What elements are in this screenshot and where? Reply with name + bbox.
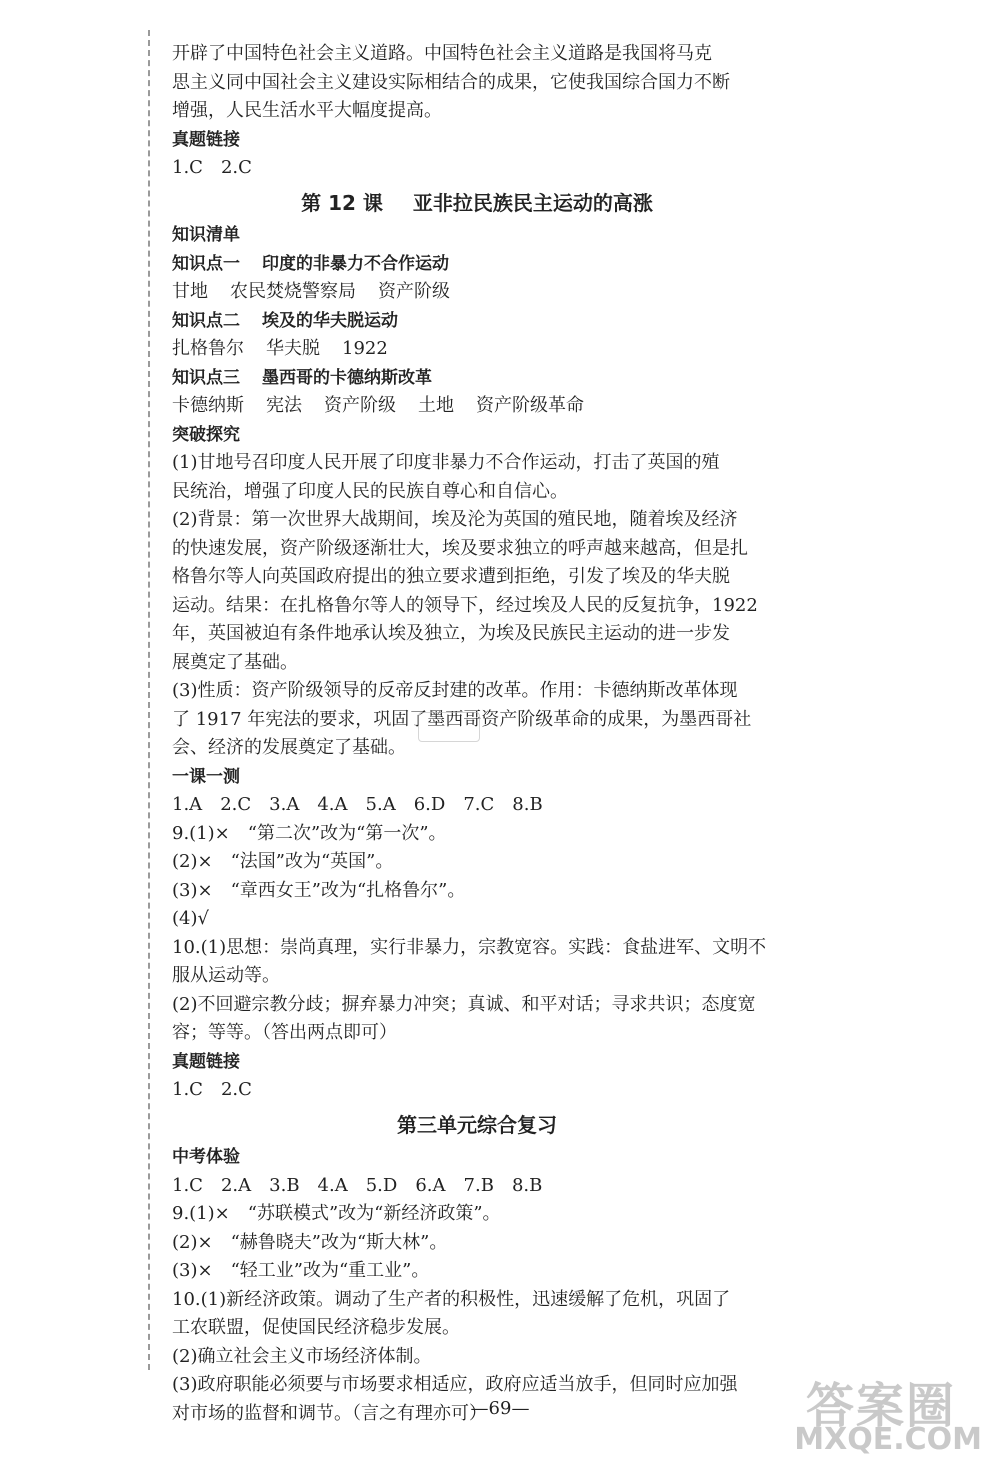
kp-item: 1922 (342, 338, 388, 359)
watermark-url: MXQE.COM (794, 1422, 982, 1457)
paragraph-line: 会、经济的发展奠定了基础。 (172, 737, 406, 758)
section-heading-tupo: 突破探究 (172, 424, 240, 445)
paragraph-line: 10.(1)思想：崇尚真理，实行非暴力，宗教宽容。实践：食盐进军、文明不 (172, 936, 767, 958)
kp-item: 甘地 (172, 281, 208, 302)
paragraph-line: 民统治，增强了印度人民的民族自尊心和自信心。 (172, 480, 568, 502)
answer: 8.B (512, 794, 543, 815)
section-heading-qingdan: 知识清单 (172, 225, 240, 245)
kp-item: 土地 (418, 395, 454, 416)
kp-label: 知识点一 (172, 253, 240, 274)
answer: 3.A (269, 794, 300, 815)
answer: 8.B (511, 1174, 543, 1196)
page-number: —69— (470, 1398, 530, 1419)
watermark-text: 答案圈 (805, 1378, 956, 1434)
kp-item: 宪法 (266, 395, 302, 416)
unit-title: 第三单元综合复习 (397, 1112, 557, 1137)
paragraph-line: 格鲁尔等人向英国政府提出的独立要求遭到拒绝，引发了埃及的华夫脱 (172, 566, 730, 587)
answer: 3.B (269, 1174, 300, 1196)
paragraph-line: (1)甘地号召印度人民开展了印度非暴力不合作运动，打击了英国的殖 (172, 452, 720, 473)
answer-row (172, 154, 782, 183)
section-heading-yike: 一课一测 (172, 766, 240, 787)
knowledge-point-items (172, 392, 782, 421)
lesson-title (172, 183, 782, 222)
answer: 7.B (463, 1174, 494, 1196)
answer: 6.D (413, 794, 446, 815)
answer: 2.C (220, 794, 252, 815)
section-heading-zhenti: 真题链接 (172, 1051, 240, 1072)
section-heading-zhenti: 真题链接 (172, 129, 240, 150)
paragraph-line: (3)× “章西女王”改为“扎格鲁尔”。 (172, 879, 466, 901)
kp-item: 资产阶级 (324, 395, 396, 416)
paragraph-line: 工农联盟，促使国民经济稳步发展。 (172, 1317, 460, 1338)
answer: 1.C (172, 1174, 203, 1196)
kp-item: 资产阶级 (378, 281, 450, 302)
paragraph-line: 的快速发展，资产阶级逐渐壮大，埃及要求独立的呼声越来越高，但是扎 (172, 537, 748, 559)
paragraph-line: (2)背景：第一次世界大战期间，埃及沦为英国的殖民地，随着埃及经济 (172, 509, 738, 530)
paragraph-line: 增强，人民生活水平大幅度提高。 (172, 100, 442, 121)
paragraph-line: 对市场的监督和调节。（言之有理亦可） (172, 1402, 487, 1424)
answer-row (172, 1076, 782, 1105)
knowledge-point-items (172, 278, 782, 307)
kp-item: 农民焚烧警察局 (230, 281, 356, 302)
answer: 2.C (220, 1079, 252, 1100)
kp-title: 墨西哥的卡德纳斯改革 (262, 367, 432, 388)
knowledge-point-heading (172, 250, 782, 279)
paragraph-line: 运动。结果：在扎格鲁尔等人的领导下，经过埃及人民的反复抗争，1922 (172, 594, 758, 616)
paragraph-line: (3)性质：资产阶级领导的反帝反封建的改革。作用：卡德纳斯改革体现 (172, 680, 738, 701)
answer: 2.A (220, 1174, 252, 1196)
knowledge-point-heading (172, 364, 782, 393)
paragraph-line: 容；等等。（答出两点即可） (172, 1022, 397, 1043)
paragraph-line: (2)不回避宗教分歧；摒弃暴力冲突；真诚、和平对话；寻求共识；态度宽 (172, 993, 756, 1015)
kp-item: 资产阶级革命 (476, 395, 584, 416)
answer: 6.A (415, 1174, 446, 1196)
answer: 5.D (365, 1174, 398, 1196)
section-heading-zhongkao: 中考体验 (172, 1147, 240, 1167)
answer: 5.A (365, 794, 396, 815)
paragraph-line: (3)政府职能必须要与市场要求相适应，政府应适当放手，但同时应加强 (172, 1374, 738, 1395)
knowledge-point-items (172, 335, 782, 364)
answer-row (172, 791, 782, 820)
kp-label: 知识点三 (172, 367, 240, 388)
answer: 7.C (463, 794, 495, 815)
faint-stamp-mark (418, 712, 480, 742)
kp-title: 印度的非暴力不合作运动 (262, 253, 449, 274)
paragraph-line: (2)× “赫鲁晓夫”改为“斯大林”。 (172, 1231, 448, 1253)
lesson-name: 亚非拉民族民主运动的高涨 (412, 190, 653, 215)
paragraph-line: 思主义同中国社会主义建设实际相结合的成果，它使我国综合国力不断 (172, 71, 730, 93)
paragraph-line: 了 1917 年宪法的要求，巩固了墨西哥资产阶级革命的成果，为墨西哥社 (172, 708, 752, 730)
paragraph-line: 服从运动等。 (172, 965, 280, 986)
answer: 4.A (317, 794, 348, 815)
watermark-logo (752, 1367, 982, 1457)
paragraph-line: 10.(1)新经济政策。调动了生产者的积极性，迅速缓解了危机，巩固了 (172, 1288, 731, 1310)
paragraph-line: (2)× “法国”改为“英国”。 (172, 851, 394, 872)
answer: 1.C (172, 1079, 203, 1100)
paragraph-line: 开辟了中国特色社会主义道路。中国特色社会主义道路是我国将马克 (172, 43, 712, 64)
paragraph-line: (3)× “轻工业”改为“重工业”。 (172, 1260, 430, 1281)
answer-row (172, 1172, 782, 1201)
paragraph-line: 9.(1)× “第二次”改为“第一次”。 (172, 822, 447, 844)
answer: 1.A (172, 794, 203, 815)
answer: 4.A (317, 1174, 348, 1196)
paragraph-line: (2)确立社会主义市场经济体制。 (172, 1345, 432, 1367)
kp-item: 卡德纳斯 (172, 395, 244, 416)
answer: 1.C (172, 157, 203, 178)
kp-item: 华夫脱 (266, 338, 320, 359)
paragraph-line: (4)√ (172, 908, 209, 929)
kp-title: 埃及的华夫脱运动 (262, 310, 398, 331)
kp-label: 知识点二 (172, 310, 240, 331)
paragraph-line: 9.(1)× “苏联模式”改为“新经济政策”。 (172, 1203, 501, 1224)
binding-margin-line (148, 30, 150, 1370)
knowledge-point-heading (172, 307, 782, 336)
kp-item: 扎格鲁尔 (172, 338, 244, 359)
paragraph-line: 年，英国被迫有条件地承认埃及独立，为埃及民族民主运动的进一步发 (172, 623, 730, 644)
answer: 2.C (220, 157, 252, 178)
lesson-number: 第 12 课 (301, 190, 383, 215)
paragraph-line: 展奠定了基础。 (172, 651, 298, 673)
